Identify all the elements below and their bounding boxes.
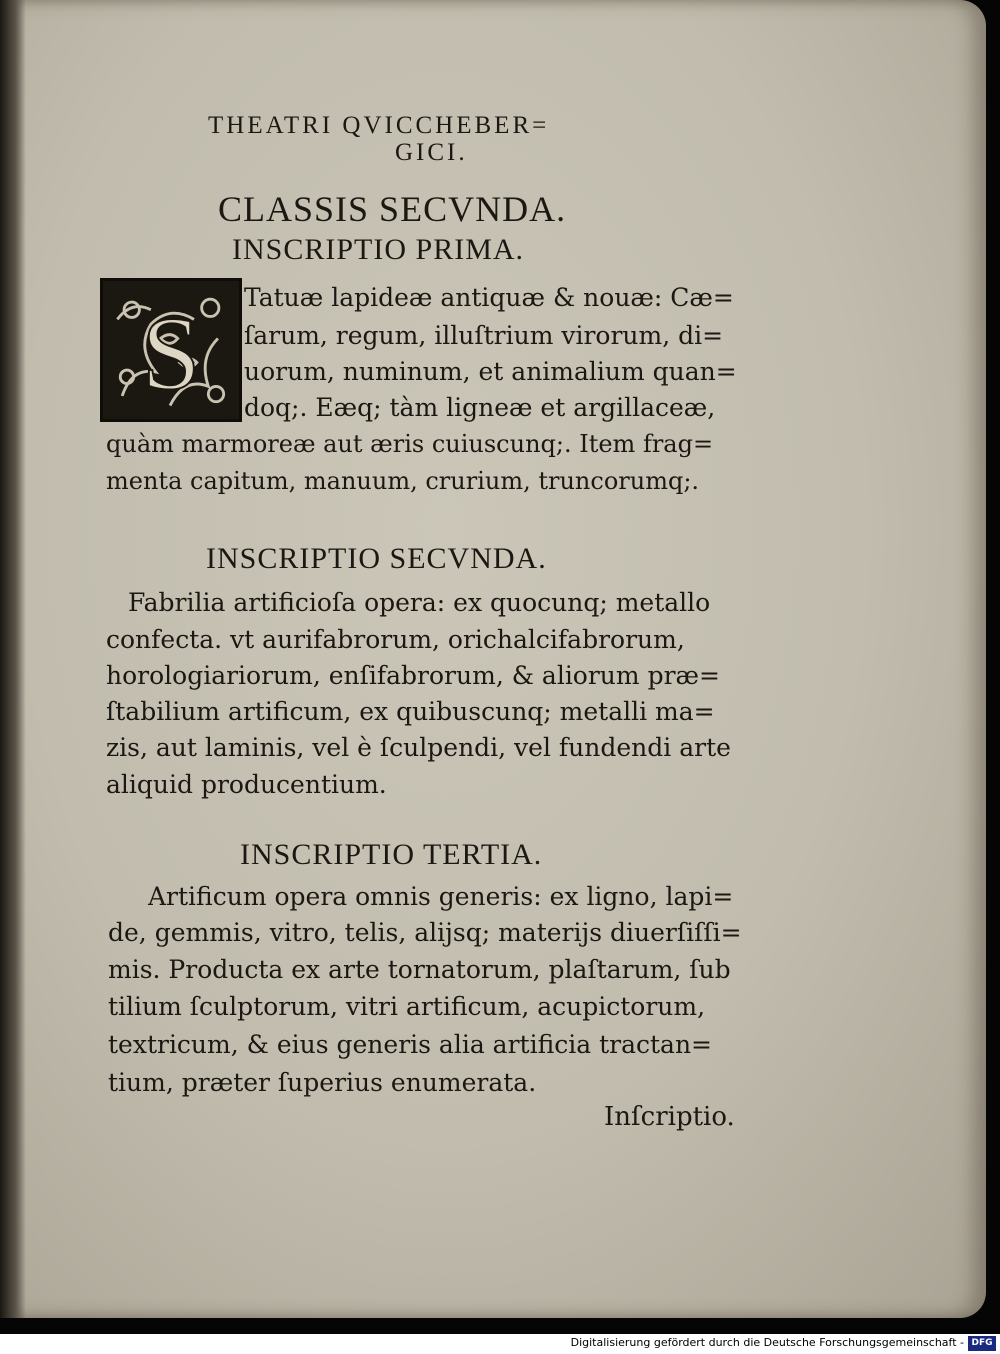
prima-line-4: doq;. Eæq; tàm ligneæ et argillaceæ, xyxy=(244,393,716,422)
footer-credit-text: Digitalisierung gefördert durch die Deutsche Forschungsgemeinschaft - xyxy=(570,1336,964,1349)
book-spine-shadow xyxy=(0,0,26,1318)
digitization-footer xyxy=(0,1334,1000,1354)
secunda-line-2: confecta. vt aurifabrorum, orichalcifabrorum, xyxy=(106,625,685,654)
prima-line-6: menta capitum, manuum, crurium, truncorumq;. xyxy=(106,467,700,495)
secunda-line-3: horologiariorum, enſifabrorum, & aliorum præ= xyxy=(106,661,720,690)
tertia-line-3: mis. Producta ex arte tornatorum, plaſtarum, ſub xyxy=(108,955,731,984)
tertia-line-4: tilium ſculptorum, vitri artificum, acupictorum, xyxy=(108,992,706,1021)
secunda-line-1: Fabrilia artificioſa opera: ex quocunq; metallo xyxy=(128,588,711,617)
prima-line-5: quàm marmoreæ aut æris cuiuscunq;. Item frag= xyxy=(106,430,714,458)
dfg-logo-icon: DFG xyxy=(968,1336,996,1351)
classis-title: CLASSIS SECVNDA. xyxy=(218,189,567,229)
secunda-line-6: aliquid producentium. xyxy=(106,770,387,799)
floral-initial-icon xyxy=(103,281,239,419)
svg-text:S: S xyxy=(141,294,201,412)
tertia-line-1: Artificum opera omnis generis: ex ligno, lapi= xyxy=(148,882,734,911)
prima-line-3: uorum, numinum, et animalium quan= xyxy=(244,357,737,386)
running-head-line-2: GICI. xyxy=(395,139,468,166)
running-head-line-1: THEATRI QVICCHEBER= xyxy=(208,112,550,139)
section-heading-tertia: INSCRIPTIO TERTIA. xyxy=(240,838,543,871)
secunda-line-4: ſtabilium artificum, ex quibuscunq; metalli ma= xyxy=(106,697,715,726)
tertia-line-2: de, gemmis, vitro, telis, alijsq; materijs diuerſiſſi= xyxy=(108,918,742,947)
tertia-line-5: textricum, & eius generis alia artificia tractan= xyxy=(108,1030,712,1059)
tertia-line-6: tium, præter ſuperius enumerata. xyxy=(108,1068,537,1097)
prima-line-1: Tatuæ lapideæ antiquæ & nouæ: Cæ= xyxy=(244,283,734,312)
section-heading-prima: INSCRIPTIO PRIMA. xyxy=(232,233,525,266)
decorated-initial-s xyxy=(100,278,242,422)
section-heading-secunda: INSCRIPTIO SECVNDA. xyxy=(206,542,547,575)
secunda-line-5: zis, aut laminis, vel è ſculpendi, vel fundendi arte xyxy=(106,733,731,762)
prima-line-2: ſarum, regum, illuſtrium virorum, di= xyxy=(244,321,724,350)
catchword: Inſcriptio. xyxy=(604,1102,735,1132)
